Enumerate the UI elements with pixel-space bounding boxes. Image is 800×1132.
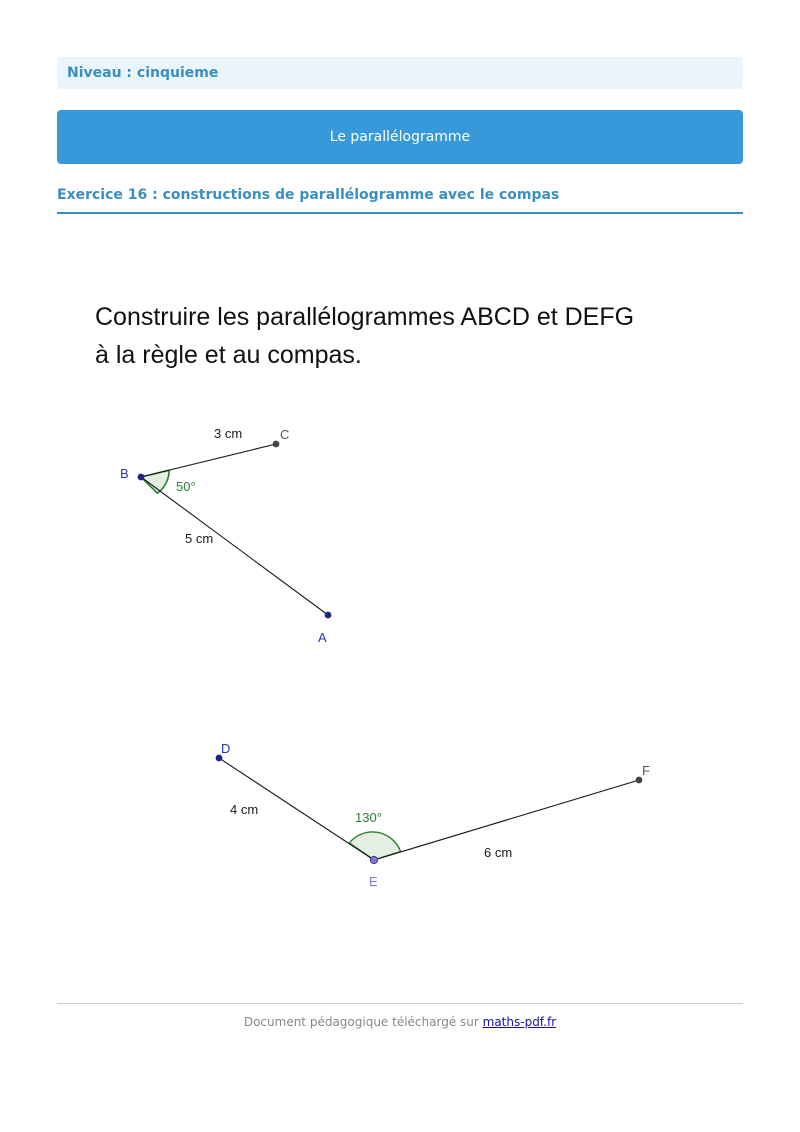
instruction-line-1: Construire les parallélogrammes ABCD et DEFG xyxy=(95,303,635,331)
segment-ba xyxy=(141,477,328,615)
level-label: Niveau : cinquieme xyxy=(67,65,219,81)
footer-divider xyxy=(57,1003,743,1004)
figure-abc xyxy=(120,426,331,645)
footer xyxy=(57,1015,743,1029)
figure-def xyxy=(216,741,650,889)
footer-link[interactable]: maths-pdf.fr xyxy=(482,1015,557,1029)
label-point-a: A xyxy=(318,630,327,645)
exercise-title: Exercice 16 : constructions de parallélogramme avec le compas xyxy=(57,187,560,203)
point-e xyxy=(370,856,377,863)
label-point-b: B xyxy=(120,466,129,481)
label-length-bc: 3 cm xyxy=(214,426,243,441)
label-length-ba: 5 cm xyxy=(185,531,214,546)
instruction-line-2: à la règle et au compas. xyxy=(95,341,362,369)
segment-bc xyxy=(141,444,276,477)
point-a xyxy=(325,612,332,619)
lesson-title: Le parallélogramme xyxy=(329,129,471,145)
label-point-d: D xyxy=(221,741,231,756)
label-point-c: C xyxy=(280,427,290,442)
label-length-ef: 6 cm xyxy=(484,845,513,860)
angle-e-marker xyxy=(349,832,400,860)
label-point-e: E xyxy=(369,874,378,889)
label-point-f: F xyxy=(642,763,650,778)
point-c xyxy=(273,441,280,448)
label-angle-e: 130° xyxy=(355,810,382,825)
label-angle-b: 50° xyxy=(176,479,196,494)
footer-text: Document pédagogique téléchargé sur xyxy=(243,1015,483,1029)
label-length-de: 4 cm xyxy=(230,802,259,817)
point-b xyxy=(138,474,145,481)
